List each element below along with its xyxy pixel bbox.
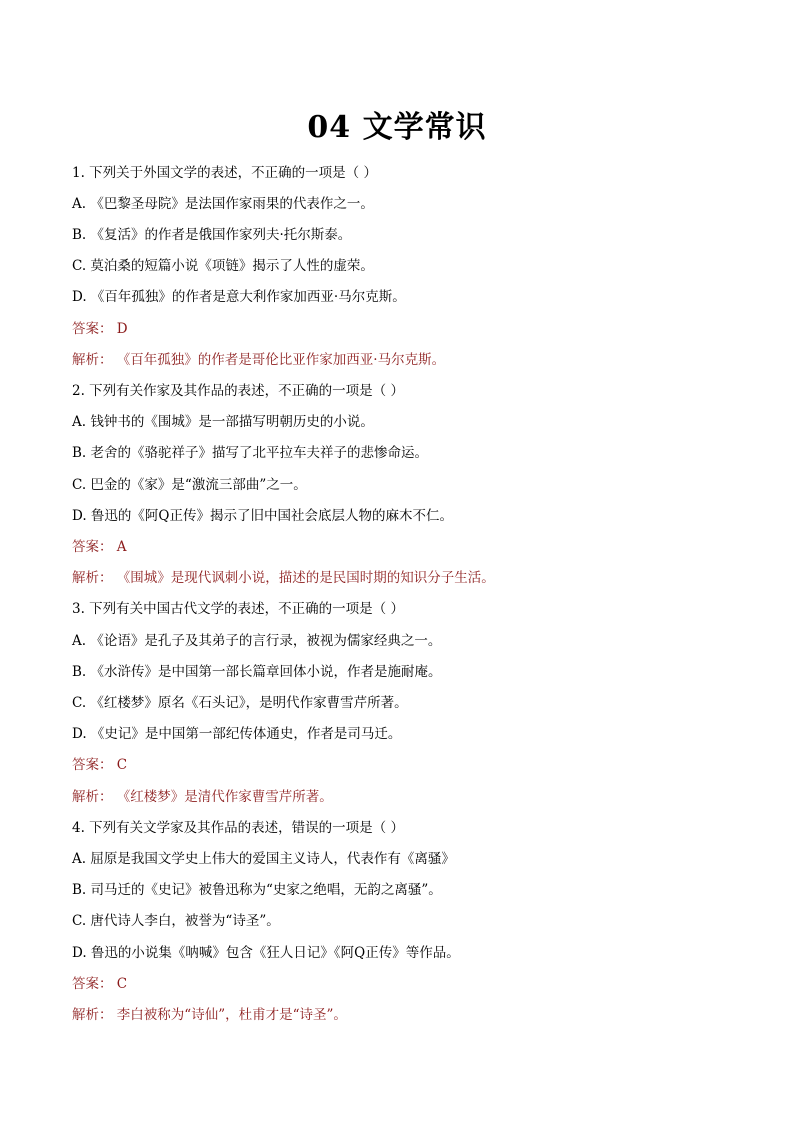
question-2-option-a: A. 钱钟书的《围城》是一部描写明朝历史的小说。 xyxy=(72,414,374,430)
answer-label: 答案： xyxy=(72,321,113,337)
page-title: 04 文学常识 xyxy=(307,110,487,145)
question-3-stem: 3. 下列有关中国古代文学的表述，不正确的一项是（ ） xyxy=(72,601,404,617)
question-3-option-d: D. 《史记》是中国第一部纪传体通史，作者是司马迁。 xyxy=(72,726,402,742)
analysis-label: 解析： xyxy=(72,352,113,368)
analysis-text: 《围城》是现代讽刺小说，描述的是民国时期的知识分子生活。 xyxy=(116,570,495,586)
question-2-answer xyxy=(72,537,127,557)
question-3-option-b: B. 《水浒传》是中国第一部长篇章回体小说，作者是施耐庵。 xyxy=(72,664,442,680)
question-4-stem: 4. 下列有关文学家及其作品的表述，错误的一项是（ ） xyxy=(72,820,404,836)
analysis-label: 解析： xyxy=(72,570,113,586)
question-2-analysis xyxy=(72,568,495,588)
analysis-text: 《红楼梦》是清代作家曹雪芹所著。 xyxy=(116,789,333,805)
question-4-option-a: A. 屈原是我国文学史上伟大的爱国主义诗人，代表作有《离骚》 xyxy=(72,851,455,867)
question-1-analysis xyxy=(72,350,445,370)
question-1-option-b: B. 《复活》的作者是俄国作家列夫·托尔斯泰。 xyxy=(72,227,352,243)
question-3-option-a: A. 《论语》是孔子及其弟子的言行录，被视为儒家经典之一。 xyxy=(72,633,442,649)
answer-value: C xyxy=(116,757,128,773)
analysis-label: 解析： xyxy=(72,789,113,805)
question-3-option-c: C. 《红楼梦》原名《石头记》，是明代作家曹雪芹所著。 xyxy=(72,695,408,711)
question-4-answer xyxy=(72,974,127,994)
question-4-option-d: D. 鲁迅的小说集《呐喊》包含《狂人日记》《阿Q正传》等作品。 xyxy=(72,945,460,961)
question-4-option-b: B. 司马迁的《史记》被鲁迅称为“史家之绝唱，无韵之离骚”。 xyxy=(72,882,442,898)
question-2-stem: 2. 下列有关作家及其作品的表述，不正确的一项是（ ） xyxy=(72,383,404,399)
answer-label: 答案： xyxy=(72,757,113,773)
analysis-text: 《百年孤独》的作者是哥伦比亚作家加西亚·马尔克斯。 xyxy=(116,352,446,368)
analysis-text: 李白被称为“诗仙”，杜甫才是“诗圣”。 xyxy=(116,1007,347,1023)
question-3-answer xyxy=(72,755,127,775)
answer-value: D xyxy=(116,321,128,337)
question-1-answer xyxy=(72,319,128,339)
answer-label: 答案： xyxy=(72,976,113,992)
analysis-label: 解析： xyxy=(72,1007,113,1023)
question-2-option-c: C. 巴金的《家》是“激流三部曲”之一。 xyxy=(72,477,307,493)
question-1-option-c: C. 莫泊桑的短篇小说《项链》揭示了人性的虚荣。 xyxy=(72,258,374,274)
answer-label: 答案： xyxy=(72,539,113,555)
question-2-option-b: B. 老舍的《骆驼祥子》描写了北平拉车夫祥子的悲惨命运。 xyxy=(72,445,429,461)
question-1-option-a: A. 《巴黎圣母院》是法国作家雨果的代表作之一。 xyxy=(72,196,374,212)
question-1-option-d: D. 《百年孤独》的作者是意大利作家加西亚·马尔克斯。 xyxy=(72,289,406,305)
question-4-option-c: C. 唐代诗人李白，被誉为“诗圣”。 xyxy=(72,913,280,929)
question-2-option-d: D. 鲁迅的《阿Q正传》揭示了旧中国社会底层人物的麻木不仁。 xyxy=(72,508,453,524)
question-4-analysis xyxy=(72,1005,347,1025)
question-1-stem: 1. 下列关于外国文学的表述，不正确的一项是（ ） xyxy=(72,165,377,181)
answer-value: A xyxy=(116,539,127,555)
answer-value: C xyxy=(116,976,128,992)
question-3-analysis xyxy=(72,787,333,807)
